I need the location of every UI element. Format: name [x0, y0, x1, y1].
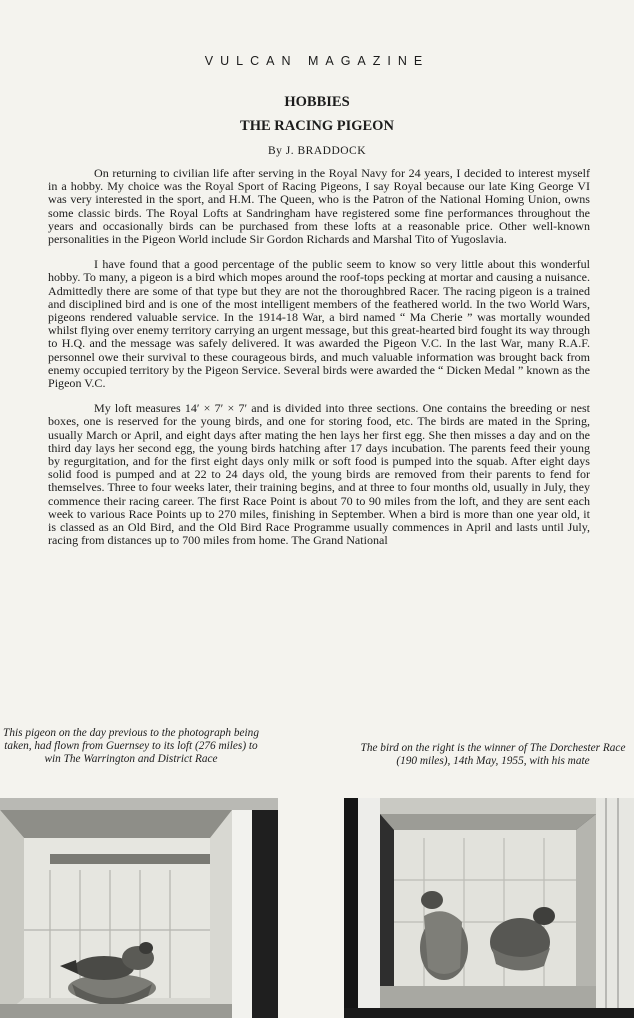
photo-caption-right: The bird on the right is the winner of The Dorchester Race (190 miles), 14th May, 1955, with his mate	[360, 742, 626, 768]
article-title: THE RACING PIGEON	[240, 118, 394, 134]
article-body	[48, 167, 590, 559]
article-byline: By J. BRADDOCK	[267, 145, 367, 157]
article-paragraph: My loft measures 14′ × 7′ × 7′ and is divided into three sections. One contains the breeding or nest boxes, one is reserved for the young birds, and one for storing food, etc. The birds are mated in the Spring, usually March or April, and eight days after mating the hen lays her first egg. She then misses a day and on the third day lays her second egg, the young birds hatching after 17 days incubation. The parents feed their young by regurgitation, and for the first eight days only milk or soft food is pumped into the squab. After eight days solid food is pumped and at 22 to 24 days old, the young birds are removed from their parents to fend for themselves. Three to four weeks later, their training begins, and at three to four months old, usually in July, they commence their racing career. The first Race Point is about 70 to 90 miles from the loft, and they are sent each week to various Race Points up to 270 miles, finishing in September. When a bird is more than one year old, it is classed as an Old Bird, and the Old Bird Race Programme usually commences in April and lasts until July, racing from distances up to 700 miles from home. The Grand National	[48, 401, 590, 548]
article-paragraph: I have found that a good percentage of the public seem to know so very little about this wonderful hobby. To many, a pigeon is a bird which mopes around the roof-tops pecking at mortar and causing a nuisance. Admittedly there are some of that type but they are not the thoroughbred Racer. The racing pigeon is a trained and disciplined bird and is one of the most intelligent members of the feathered world. In the two World Wars, pigeons rendered valuable service. In the 1914-18 War, a bird named “ Ma Cherie ” was mortally wounded whilst flying over enemy territory carrying an urgent message, but this great-hearted bird fought its way through to H.Q. and the message was safely delivered. It was awarded the Pigeon V.C. In the last War, many R.A.F. personnel owe their survival to these courageous birds, and much valuable information was brought back from enemy occupied territory by the Pigeon Service. Several birds were awarded the “ Dicken Medal ” known as the Pigeon V.C.	[48, 257, 590, 391]
photo-caption-left: This pigeon on the day previous to the photograph being taken, had flown from Guernsey to its loft (276 miles) to win The Warrington and District Race	[3, 727, 259, 766]
pigeon-photo-left	[0, 798, 278, 1018]
section-heading: HOBBIES	[284, 94, 350, 110]
pigeon-photo-right	[344, 798, 634, 1018]
magazine-masthead: VULCAN MAGAZINE	[204, 54, 430, 68]
article-paragraph: On returning to civilian life after serving in the Royal Navy for 24 years, I decided to interest myself in a hobby. My choice was the Royal Sport of Racing Pigeons, I say Royal because our late King George VI was very interested in the sport, and H.M. The Queen, who is the Patron of the National Homing Union, owns some classic birds. The Royal Lofts at Sandringham have registered some fine performances throughout the years and occasionally birds can be purchased from these lofts at a reasonable price. Other well-known personalities in the Pigeon World include Sir Gordon Richards and Marshal Tito of Yugoslavia.	[48, 166, 590, 247]
